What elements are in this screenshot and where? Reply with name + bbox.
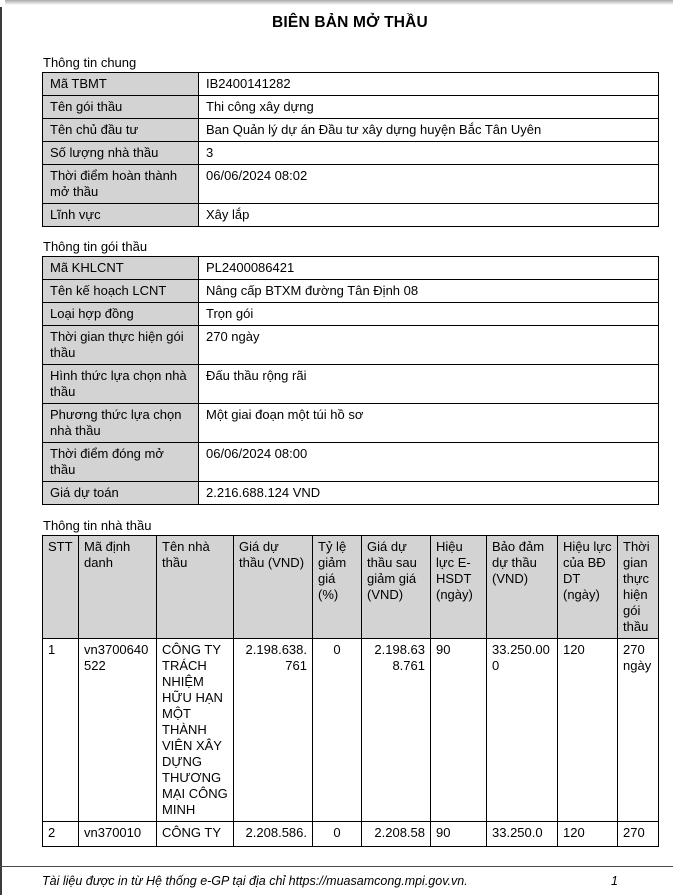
- page-left-edge: [0, 7, 2, 895]
- row-value: 3: [199, 142, 659, 165]
- section-heading-package: Thông tin gói thầu: [43, 239, 148, 254]
- row-label: Mã TBMT: [43, 73, 199, 96]
- cell-ehsdt-validity: 90: [431, 639, 487, 822]
- cell-bid-price: 2.198.638.761: [234, 639, 313, 822]
- row-label: Tên kế hoạch LCNT: [43, 280, 199, 303]
- cell-bid-bond: 33.250.000: [487, 639, 558, 822]
- table-row: [43, 822, 659, 847]
- row-value: 270 ngày: [199, 326, 659, 365]
- table-row: [43, 365, 659, 404]
- column-header: Thời gian thực hiện gói thầu: [618, 536, 659, 639]
- row-value: Xây lắp: [199, 204, 659, 227]
- row-label: Lĩnh vực: [43, 204, 199, 227]
- row-value: Ban Quản lý dự án Đầu tư xây dựng huyện Bắc Tân Uyên: [199, 119, 659, 142]
- column-header: Giá dự thầu (VND): [234, 536, 313, 639]
- bidders-table: [42, 535, 659, 847]
- document-title: BIÊN BẢN MỞ THẦU: [272, 14, 428, 31]
- section-heading-general: Thông tin chung: [43, 55, 137, 70]
- table-row: [43, 280, 659, 303]
- column-header: Hiệu lực E-HSDT (ngày): [431, 536, 487, 639]
- row-value: IB2400141282: [199, 73, 659, 96]
- cell-ehsdt-validity: 90: [431, 822, 487, 847]
- table-row: [43, 443, 659, 482]
- cell-bond-validity: 120: [558, 822, 618, 847]
- page-number: 1: [611, 874, 618, 888]
- row-label: Thời điểm đóng mở thầu: [43, 443, 199, 482]
- table-row: [43, 96, 659, 119]
- column-header: Tỷ lệ giảm giá (%): [313, 536, 362, 639]
- package-info-table: [42, 256, 659, 505]
- section-bidders: [42, 518, 658, 847]
- row-label: Tên chủ đầu tư: [43, 119, 199, 142]
- column-header: Hiệu lực của BĐ DT (ngày): [558, 536, 618, 639]
- cell-bid-bond: 33.250.0: [487, 822, 558, 847]
- row-label: Tên gói thầu: [43, 96, 199, 119]
- row-value: Trọn gói: [199, 303, 659, 326]
- column-header: Mã định danh: [79, 536, 157, 639]
- row-label: Thời điểm hoàn thành mở thầu: [43, 165, 199, 204]
- column-header: STT: [43, 536, 79, 639]
- row-value: Nâng cấp BTXM đường Tân Định 08: [199, 280, 659, 303]
- page-top-shadow: [5, 0, 673, 5]
- table-row: [43, 165, 659, 204]
- row-value: 06/06/2024 08:02: [199, 165, 659, 204]
- row-label: Loại hợp đồng: [43, 303, 199, 326]
- cell-bidder-id: vn370010: [79, 822, 157, 847]
- cell-bidder-id: vn3700640522: [79, 639, 157, 822]
- row-label: Số lượng nhà thầu: [43, 142, 199, 165]
- cell-bid-price: 2.208.586.: [234, 822, 313, 847]
- cell-price-after-discount: 2.208.58: [362, 822, 431, 847]
- cell-duration: 270 ngày: [618, 639, 659, 822]
- column-header: Tên nhà thầu: [157, 536, 234, 639]
- table-row: [43, 303, 659, 326]
- table-row: [43, 326, 659, 365]
- row-label: Hình thức lựa chọn nhà thầu: [43, 365, 199, 404]
- table-row: [43, 204, 659, 227]
- table-row: [43, 482, 659, 505]
- section-heading-bidders: Thông tin nhà thầu: [43, 518, 152, 533]
- section-package-info: [42, 239, 658, 505]
- cell-price-after-discount: 2.198.638.761: [362, 639, 431, 822]
- column-header: Bảo đảm dự thầu (VND): [487, 536, 558, 639]
- section-general-info: [42, 55, 658, 227]
- table-row: [43, 119, 659, 142]
- footer-note: Tài liệu được in từ Hệ thống e-GP tại địa chỉ https://muasamcong.mpi.gov.vn.: [42, 874, 468, 888]
- cell-stt: 2: [43, 822, 79, 847]
- cell-bidder-name: CÔNG TY TRÁCH NHIỆM HỮU HẠN MỘT THÀNH VIÊN XÂY DỰNG THƯƠNG MẠI CÔNG MINH: [157, 639, 234, 822]
- cell-duration: 270: [618, 822, 659, 847]
- cell-stt: 1: [43, 639, 79, 822]
- table-row: [43, 404, 659, 443]
- table-row: [43, 639, 659, 822]
- table-row: [43, 257, 659, 280]
- general-info-table: [42, 72, 659, 227]
- row-label: Mã KHLCNT: [43, 257, 199, 280]
- row-value: PL2400086421: [199, 257, 659, 280]
- row-value: Một giai đoạn một túi hồ sơ: [199, 404, 659, 443]
- bidders-header-row: [43, 536, 659, 639]
- row-label: Phương thức lựa chọn nhà thầu: [43, 404, 199, 443]
- page-footer: [0, 866, 673, 889]
- row-value: 06/06/2024 08:00: [199, 443, 659, 482]
- row-label: Giá dự toán: [43, 482, 199, 505]
- cell-discount-rate: 0: [313, 639, 362, 822]
- row-value: 2.216.688.124 VND: [199, 482, 659, 505]
- row-value: Đấu thầu rộng rãi: [199, 365, 659, 404]
- table-row: [43, 142, 659, 165]
- cell-discount-rate: 0: [313, 822, 362, 847]
- cell-bidder-name: CÔNG TY: [157, 822, 234, 847]
- row-value: Thi công xây dựng: [199, 96, 659, 119]
- cell-bond-validity: 120: [558, 639, 618, 822]
- row-label: Thời gian thực hiện gói thầu: [43, 326, 199, 365]
- column-header: Giá dự thầu sau giảm giá (VND): [362, 536, 431, 639]
- table-row: [43, 73, 659, 96]
